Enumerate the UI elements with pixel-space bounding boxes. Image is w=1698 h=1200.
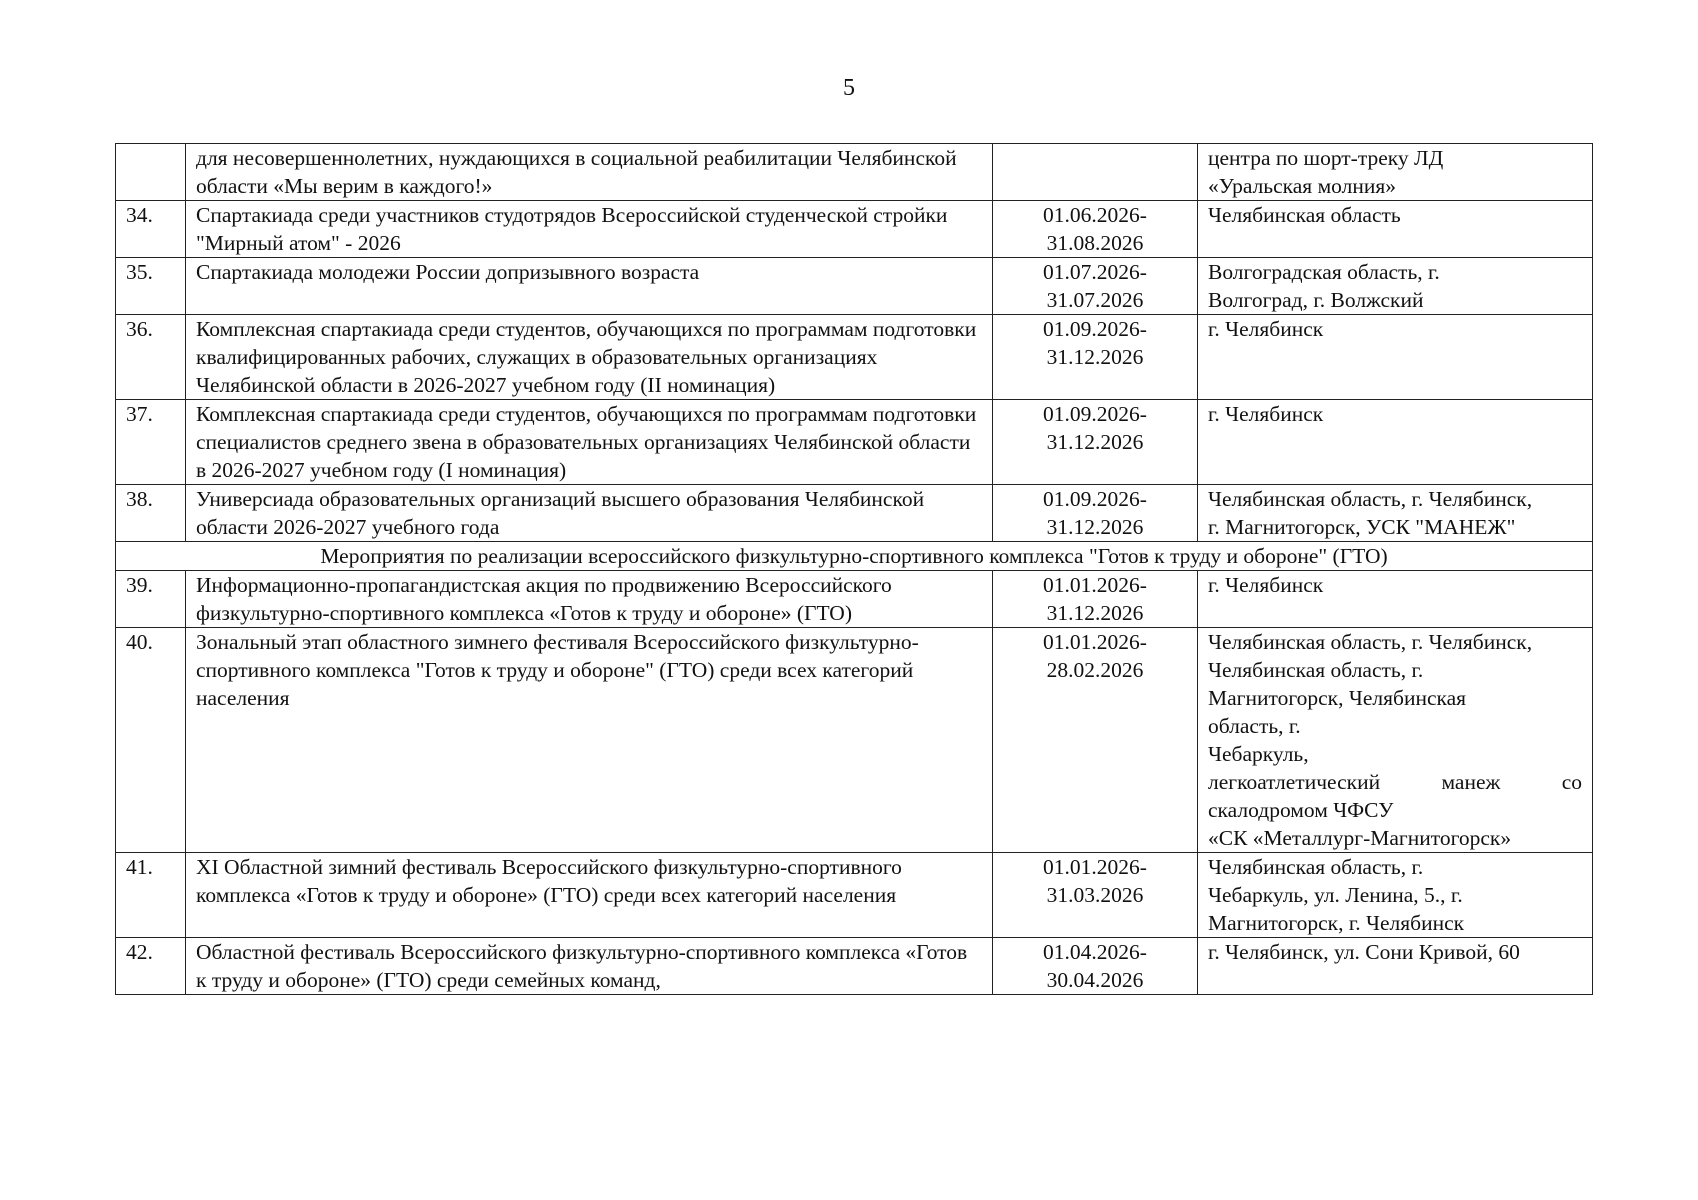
event-dates: 01.07.2026- 31.07.2026 <box>993 258 1198 315</box>
row-number: 36. <box>116 315 186 400</box>
event-place-line: скалодромом ЧФСУ <box>1208 798 1394 822</box>
event-place <box>1198 938 1593 995</box>
table-row <box>116 571 1593 628</box>
event-place-line: легкоатлетический манеж со <box>1208 770 1582 794</box>
table-row <box>116 258 1593 315</box>
event-name: Зональный этап областного зимнего фестиваля Всероссийского физкультурно-спортивного комплекса "Готов к труду и обороне" (ГТО) среди всех категорий населения <box>186 628 993 853</box>
row-number: 40. <box>116 628 186 853</box>
event-place-line: центра по шорт-треку ЛД <box>1208 146 1444 170</box>
event-place <box>1198 315 1593 400</box>
event-place-line: г. Челябинск, ул. Сони Кривой, 60 <box>1208 940 1520 964</box>
event-place-line: Волгоградская область, г. <box>1208 260 1440 284</box>
event-name: для несовершеннолетних, нуждающихся в социальной реабилитации Челябинской области «Мы верим в каждого!» <box>186 144 993 201</box>
row-number <box>116 144 186 201</box>
event-dates: 01.01.2026- 28.02.2026 <box>993 628 1198 853</box>
event-place-line: Магнитогорск, Челябинская <box>1208 686 1467 710</box>
row-number: 38. <box>116 485 186 542</box>
event-place <box>1198 201 1593 258</box>
event-place-line: Челябинская область, г. Челябинск, <box>1208 630 1533 654</box>
event-place-line: Челябинская область, г. <box>1208 855 1424 879</box>
table-row <box>116 201 1593 258</box>
table-row <box>116 938 1593 995</box>
event-dates: 01.09.2026- 31.12.2026 <box>993 315 1198 400</box>
event-name: Информационно-пропагандистская акция по продвижению Всероссийского физкультурно-спортивного комплекса «Готов к труду и обороне» (ГТО) <box>186 571 993 628</box>
event-place-line: г. Челябинск <box>1208 317 1324 341</box>
section-header-group <box>116 542 1593 571</box>
event-dates: 01.01.2026- 31.03.2026 <box>993 853 1198 938</box>
event-place <box>1198 571 1593 628</box>
events-table <box>115 143 1593 995</box>
event-dates: 01.06.2026- 31.08.2026 <box>993 201 1198 258</box>
event-place <box>1198 853 1593 938</box>
event-place <box>1198 628 1593 853</box>
event-name: XI Областной зимний фестиваль Всероссийского физкультурно-спортивного комплекса «Готов к труду и обороне» (ГТО) среди всех категорий населения <box>186 853 993 938</box>
section-title: Мероприятия по реализации всероссийского физкультурно-спортивного комплекса "Готов к труду и обороне" (ГТО) <box>116 542 1593 571</box>
event-dates: 01.09.2026- 31.12.2026 <box>993 400 1198 485</box>
event-place-line: Челябинская область, г. Челябинск, <box>1208 487 1533 511</box>
table-row <box>116 628 1593 853</box>
table-row <box>116 144 1593 201</box>
table-row <box>116 485 1593 542</box>
table-row <box>116 853 1593 938</box>
row-number: 34. <box>116 201 186 258</box>
event-place-line: г. Челябинск <box>1208 573 1324 597</box>
events-table-body <box>116 144 1593 542</box>
event-name: Комплексная спартакиада среди студентов, обучающихся по программам подготовки специалистов среднего звена в образовательных организациях Челябинской области в 2026-2027 учебном году (I номинация) <box>186 400 993 485</box>
event-place-line: г. Челябинск <box>1208 402 1324 426</box>
section-header-row <box>116 542 1593 571</box>
event-name: Спартакиада среди участников студотрядов Всероссийской студенческой стройки "Мирный атом" - 2026 <box>186 201 993 258</box>
event-name: Спартакиада молодежи России допризывного возраста <box>186 258 993 315</box>
event-place-line: Чебаркуль, ул. Ленина, 5., г. <box>1208 883 1463 907</box>
event-place <box>1198 485 1593 542</box>
event-place-line: Челябинская область, г. <box>1208 658 1424 682</box>
events-table-body-gto <box>116 571 1593 995</box>
row-number: 42. <box>116 938 186 995</box>
event-place-line: «Уральская молния» <box>1208 174 1397 198</box>
event-place-line: г. Магнитогорск, УСК "МАНЕЖ" <box>1208 515 1516 539</box>
event-place-line: «СК «Металлург-Магнитогорск» <box>1208 826 1512 850</box>
event-place <box>1198 144 1593 201</box>
event-name: Универсиада образовательных организаций высшего образования Челябинской области 2026-2027 учебного года <box>186 485 993 542</box>
event-place-line: область, г. <box>1208 714 1301 738</box>
row-number: 37. <box>116 400 186 485</box>
event-name: Областной фестиваль Всероссийского физкультурно-спортивного комплекса «Готов к труду и обороне» (ГТО) среди семейных команд, <box>186 938 993 995</box>
event-place-line: Волгоград, г. Волжский <box>1208 288 1424 312</box>
event-place-line: Челябинская область <box>1208 203 1401 227</box>
row-number: 41. <box>116 853 186 938</box>
row-number: 35. <box>116 258 186 315</box>
table-row <box>116 400 1593 485</box>
event-dates: 01.01.2026- 31.12.2026 <box>993 571 1198 628</box>
event-place-line: Чебаркуль, <box>1208 742 1309 766</box>
event-dates: 01.04.2026- 30.04.2026 <box>993 938 1198 995</box>
event-dates <box>993 144 1198 201</box>
table-row <box>116 315 1593 400</box>
page-number: 5 <box>843 75 855 101</box>
event-place <box>1198 258 1593 315</box>
event-name: Комплексная спартакиада среди студентов, обучающихся по программам подготовки квалифицированных рабочих, служащих в образовательных организациях Челябинской области в 2026-2027 учебном году (II номинация) <box>186 315 993 400</box>
event-place-line: Магнитогорск, г. Челябинск <box>1208 911 1465 935</box>
event-dates: 01.09.2026- 31.12.2026 <box>993 485 1198 542</box>
event-place <box>1198 400 1593 485</box>
row-number: 39. <box>116 571 186 628</box>
